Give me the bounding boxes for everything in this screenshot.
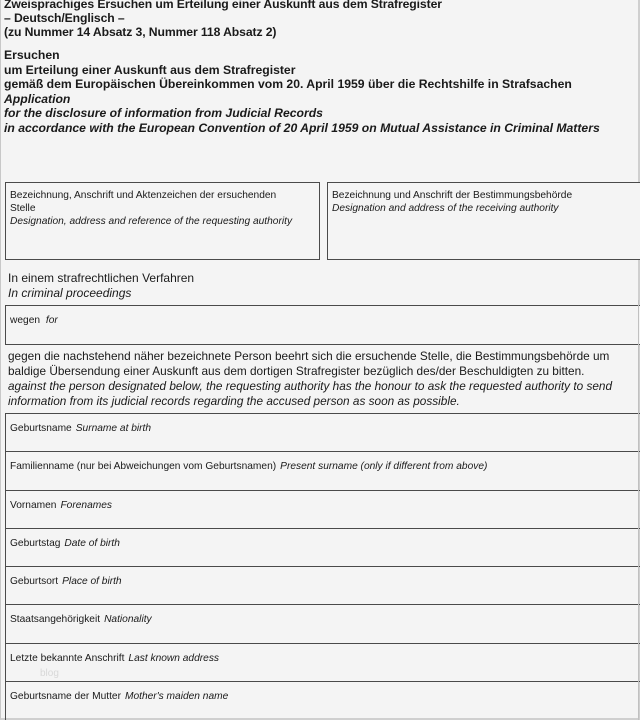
proceedings-text	[8, 271, 194, 301]
receiving-authority-box[interactable]	[327, 182, 640, 260]
title-en-3: in accordance with the European Convention of 20 April 1959 on Mutual Assistance in Criminal Matters	[4, 120, 600, 135]
field-label-de: Letzte bekannte Anschrift	[10, 652, 125, 664]
field-label-en: Last known address	[128, 652, 220, 664]
receiving-authority-label-en: Designation and address of the receiving authority	[332, 203, 559, 214]
person-details-table	[5, 413, 640, 720]
offence-field[interactable]	[5, 305, 640, 345]
form-title	[4, 48, 600, 135]
field-label-de: Familienname (nur bei Abweichungen vom Geburtsnamen)	[10, 461, 277, 473]
field-surname-at-birth[interactable]	[5, 413, 640, 451]
field-mothers-maiden-name[interactable]	[5, 681, 640, 720]
title-de-2: um Erteilung einer Auskunft aus dem Strafregister	[4, 62, 296, 77]
title-de-1: Ersuchen	[4, 48, 60, 62]
field-label-en: Place of birth	[62, 576, 122, 588]
title-en-2: for the disclosure of information from Judicial Records	[4, 106, 323, 120]
header-line-1: Zweisprachiges Ersuchen um Erteilung einer Auskunft aus dem Strafregister	[4, 0, 442, 11]
offence-label-de: wegen	[10, 315, 41, 326]
requesting-authority-label-en: Designation, address and reference of the requesting authority	[10, 216, 293, 227]
title-en-1: Application	[4, 91, 71, 106]
field-nationality[interactable]	[5, 604, 640, 642]
requesting-authority-label-de: Bezeichnung, Anschrift und Aktenzeichen der ersuchenden Stelle	[10, 190, 277, 214]
field-label-en: Nationality	[104, 614, 152, 626]
field-label-de: Vornamen	[10, 499, 57, 511]
offence-label-en: for	[45, 315, 58, 326]
field-label-de: Geburtsname	[10, 423, 72, 434]
title-de-3: gemäß dem Europäischen Übereinkommen vom 20. April 1959 über die Rechtshilfe in Strafsachen	[4, 77, 572, 91]
field-date-of-birth[interactable]	[5, 528, 640, 566]
proceedings-en: In criminal proceedings	[8, 286, 132, 300]
field-label-en: Forenames	[60, 499, 112, 511]
field-place-of-birth[interactable]	[5, 566, 640, 604]
header-line-2: – Deutsch/Englisch –	[4, 11, 125, 25]
request-text	[8, 349, 640, 409]
request-text-en: against the person designated below, the requesting authority has the honour to ask the requested authority to send information from its judicial records regarding the accused person as soon as possible.	[8, 379, 613, 408]
form-header	[4, 0, 442, 39]
field-label-en: Date of birth	[64, 537, 120, 549]
request-text-de: gegen die nachstehend näher bezeichnete Person beehrt sich die ersuchende Stelle, die Bestimmungsbehörde um baldige Übersendung einer Auskunft aus dem dortigen Strafregister bezüglich des/der Beschuldigten zu bitten.	[8, 349, 610, 378]
field-forenames[interactable]	[5, 490, 640, 528]
field-label-de: Geburtsort	[10, 576, 59, 588]
receiving-authority-label-de: Bezeichnung und Anschrift der Bestimmungsbehörde	[332, 190, 573, 201]
watermark-text: blog	[40, 668, 59, 679]
requesting-authority-box[interactable]	[5, 182, 320, 260]
field-label-en: Present surname (only if different from above)	[280, 461, 488, 473]
field-label-de: Geburtstag	[10, 537, 61, 549]
field-label-de: Geburtsname der Mutter	[10, 691, 121, 703]
field-label-de: Staatsangehörigkeit	[10, 614, 101, 626]
field-label-en: Surname at birth	[75, 423, 152, 434]
right-margin-line	[638, 300, 639, 720]
header-line-3: (zu Nummer 14 Absatz 3, Nummer 118 Absatz 2)	[4, 25, 277, 39]
field-label-en: Mother's maiden name	[124, 691, 229, 703]
field-last-known-address[interactable]	[5, 643, 640, 681]
proceedings-de: In einem strafrechtlichen Verfahren	[8, 271, 195, 285]
field-present-surname[interactable]	[5, 451, 640, 489]
